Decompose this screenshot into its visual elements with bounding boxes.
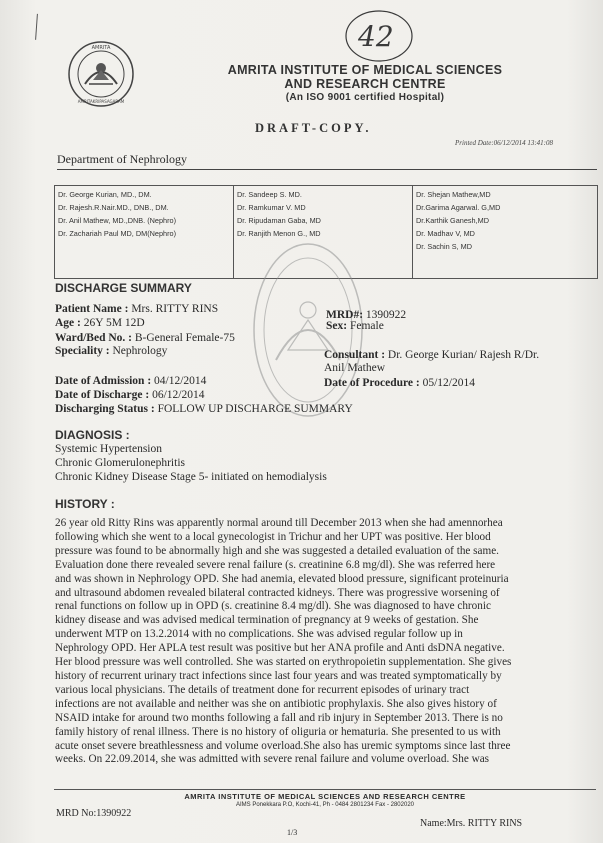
history-line: Evaluation done there revealed severe renal failure (s. creatinine 6.8 mg/dl). She was referred here bbox=[55, 558, 496, 571]
sex-row bbox=[326, 320, 384, 332]
history-line: following which she went to a local gynecologist in Trichur and her UPT was positive. Her blood bbox=[55, 530, 491, 543]
doctor-name: Dr. Sachin S, MD bbox=[416, 242, 472, 251]
age-label: Age : bbox=[55, 317, 81, 329]
hospital-title bbox=[150, 63, 580, 105]
svg-text:AMRITAKRIPASAGARAM: AMRITAKRIPASAGARAM bbox=[77, 99, 125, 104]
diagnosis-item: Systemic Hypertension bbox=[55, 443, 162, 455]
doctors-column-1 bbox=[55, 186, 234, 278]
ward-row bbox=[55, 332, 235, 344]
hospital-certification: (An ISO 9001 certified Hospital) bbox=[285, 92, 445, 103]
doctor-name: Dr. Shejan Mathew,MD bbox=[416, 190, 491, 199]
history-title: HISTORY : bbox=[55, 497, 115, 511]
discharge-summary-title: DISCHARGE SUMMARY bbox=[55, 281, 192, 295]
history-line: pressure was found to be abnormally high and she was suggested a detailed evaluation of the same. bbox=[55, 544, 499, 557]
doctor-name: Dr. Zachariah Paul MD, DM(Nephro) bbox=[58, 229, 177, 238]
ward-value: B-General Female-75 bbox=[134, 332, 235, 344]
patient-name-value: Mrs. RITTY RINS bbox=[131, 303, 219, 315]
history-line: various local physicians. The details of treatment done for recurrent episodes of urinary tract bbox=[55, 683, 470, 696]
procedure-row bbox=[324, 377, 475, 389]
diagnosis-item: Chronic Glomerulonephritis bbox=[55, 457, 185, 469]
mrd-label: MRD#: bbox=[326, 309, 364, 321]
history-line: underwent MTP on 13.2.2014 with no complications. She was advised regular follow up in bbox=[55, 628, 463, 641]
doctor-name: Dr.Garima Agarwal. G,MD bbox=[416, 203, 501, 212]
doctor-name: Dr. George Kurian, MD., DM. bbox=[58, 190, 152, 199]
mrd-value: 1390922 bbox=[365, 309, 407, 321]
department-name: Department of Nephrology bbox=[57, 152, 187, 166]
speciality-label: Speciality : bbox=[55, 345, 110, 357]
printed-date: Printed Date:06/12/2014 13:41:08 bbox=[455, 139, 553, 147]
doctor-name: Dr. Ramkumar V. MD bbox=[237, 203, 306, 212]
header-divider bbox=[57, 169, 597, 170]
svg-text:AMRITA: AMRITA bbox=[91, 45, 111, 51]
hospital-name-line1: AMRITA INSTITUTE OF MEDICAL SCIENCES bbox=[227, 63, 503, 77]
age-value: 26Y 5M 12D bbox=[83, 317, 145, 329]
history-line: and ultrasound abdomen revealed bilateral contracted kidneys. There was progressive worsening of bbox=[55, 586, 500, 599]
footer-patient-name: Name:Mrs. RITTY RINS bbox=[420, 818, 523, 829]
hospital-name-line2: AND RESEARCH CENTRE bbox=[284, 77, 446, 91]
doctor-name: Dr.Karthik Ganesh,MD bbox=[416, 216, 489, 225]
history-line: 26 year old Ritty Rins was apparently normal around till December 2013 when she had amennorhea bbox=[55, 517, 503, 529]
discharge-date-label: Date of Discharge : bbox=[55, 389, 150, 401]
admission-row bbox=[55, 375, 206, 387]
consultant-label: Consultant : bbox=[324, 349, 386, 361]
handwritten-page-number bbox=[342, 8, 416, 64]
consultant-value-line2: Anil Mathew bbox=[324, 362, 386, 374]
speciality-row bbox=[55, 345, 167, 357]
patient-name-label: Patient Name : bbox=[55, 303, 129, 315]
discharge-status-row bbox=[55, 403, 353, 415]
history-line: Nephrology OPD. Her APLA test result was positive but her ANA profile and Anti dsDNA negative. bbox=[55, 642, 505, 655]
doctor-name: Dr. Madhav V, MD bbox=[416, 229, 475, 238]
history-line: kidney disease and was advised medical termination of pregnancy at 9 weeks of gestation. She bbox=[55, 614, 479, 627]
draft-copy-label: DRAFT-COPY. bbox=[255, 121, 372, 135]
admission-date: 04/12/2014 bbox=[154, 375, 207, 387]
discharge-status-value: FOLLOW UP DISCHARGE SUMMARY bbox=[157, 403, 353, 415]
history-line: family history of renal illness. There is no history of oliguria or hematuria. She presented to us with bbox=[55, 725, 501, 738]
doctor-name: Dr. Ranjith Menon G., MD bbox=[237, 229, 321, 238]
handwritten-number-text: 42 bbox=[358, 20, 394, 53]
ward-label: Ward/Bed No. : bbox=[55, 332, 132, 344]
history-line: and was shown in Nephrology OPD. She had anemia, elevated blood pressure, significant proteinuria bbox=[55, 572, 509, 585]
discharge-date-row bbox=[55, 389, 204, 401]
doctor-name: Dr. Sandeep S. MD. bbox=[237, 190, 302, 199]
doctor-name: Dr. Anil Mathew, MD.,DNB. (Nephro) bbox=[58, 216, 177, 225]
history-line: weeks. On 22.09.2014, she was admitted with severe renal failure and volume overload. She was bbox=[55, 753, 490, 766]
procedure-date: 05/12/2014 bbox=[422, 377, 475, 389]
history-line: renal functions on follow up in OPD (s. creatinine 8.4 mg/dl). She was diagnosed to have chronic bbox=[55, 600, 491, 613]
patient-name-row bbox=[55, 303, 218, 315]
footer-institute: AMRITA INSTITUTE OF MEDICAL SCIENCES AND RESEARCH CENTRE bbox=[184, 792, 466, 801]
history-line: NSAID intake for around two months following a fall and rib injury in September 2013. There is no bbox=[55, 711, 503, 724]
footer-address: AIMS Ponekkara P.O, Kochi-41, Ph - 0484 2801234 Fax - 2802020 bbox=[235, 802, 414, 808]
footer-mrd-number: MRD No:1390922 bbox=[56, 808, 132, 819]
history-line: acute onset severe breathlessness and volume overload.She also has uremic symptoms since last three bbox=[55, 739, 511, 752]
doctors-column-3 bbox=[413, 186, 595, 278]
history-text bbox=[55, 517, 592, 767]
diagnosis-list bbox=[55, 442, 327, 484]
history-line: history of recurrent urinary tract infections since last four years and was treated symptomatically by bbox=[55, 669, 502, 682]
margin-pen-mark bbox=[35, 14, 42, 40]
speciality-value: Nephrology bbox=[112, 345, 168, 357]
history-line: infections are not available and neither was she on antibiotic prophylaxis. She also gives history of bbox=[55, 697, 497, 710]
diagnosis-title: DIAGNOSIS : bbox=[55, 428, 130, 442]
doctor-name: Dr. Rajesh.R.Nair.MD., DNB., DM. bbox=[58, 203, 169, 212]
discharge-date: 06/12/2014 bbox=[152, 389, 205, 401]
consultant-value-line1: Dr. George Kurian/ Rajesh R/Dr. bbox=[387, 349, 540, 361]
doctor-name: Dr. Ripudaman Gaba, MD bbox=[237, 216, 321, 225]
sex-label: Sex: bbox=[326, 320, 348, 332]
age-row bbox=[55, 317, 145, 329]
admission-label: Date of Admission : bbox=[55, 375, 152, 387]
consultant-row bbox=[324, 349, 539, 361]
hospital-logo-icon bbox=[67, 40, 135, 108]
discharge-status-label: Discharging Status : bbox=[55, 403, 155, 415]
history-line: Her blood pressure was well controlled. She was started on erythropoietin supplementation. She gives bbox=[55, 656, 512, 669]
procedure-label: Date of Procedure : bbox=[324, 377, 420, 389]
footer-divider bbox=[54, 789, 596, 790]
page-number: 1/3 bbox=[287, 828, 298, 837]
diagnosis-item: Chronic Kidney Disease Stage 5- initiated on hemodialysis bbox=[55, 471, 327, 483]
sex-value: Female bbox=[349, 320, 384, 332]
